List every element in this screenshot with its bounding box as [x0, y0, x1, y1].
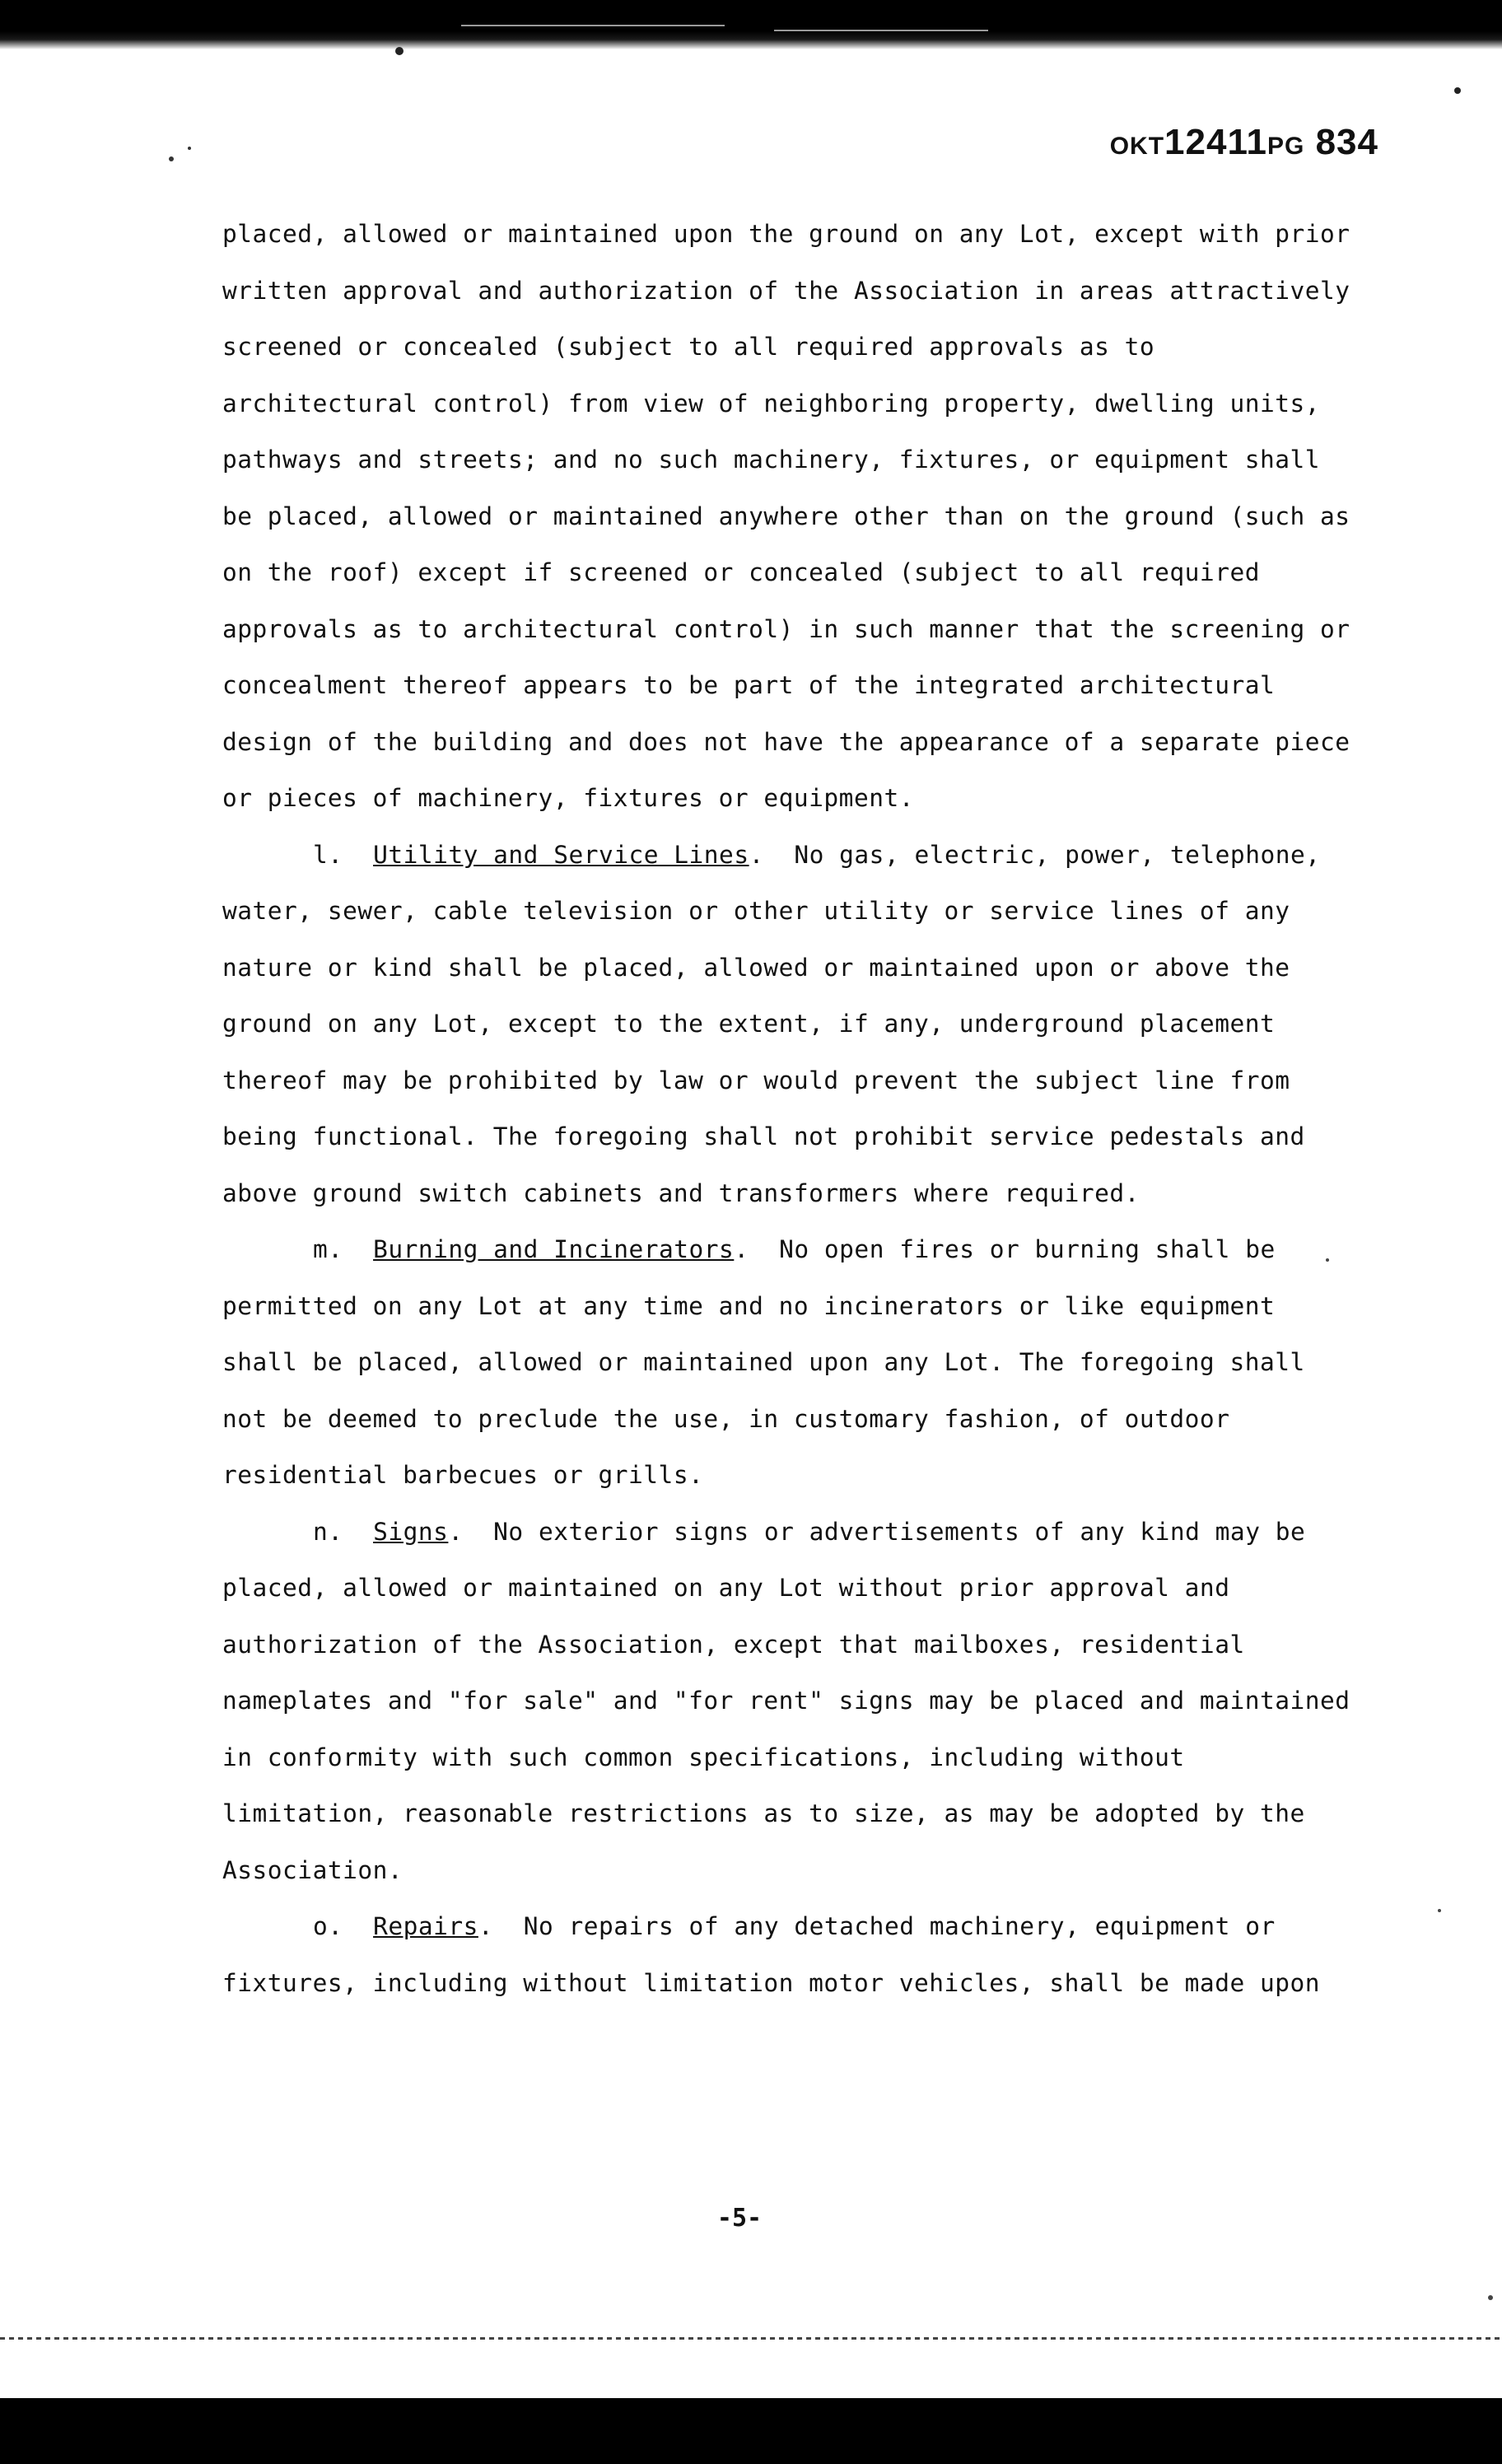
- section-letter: o.: [313, 1912, 343, 1940]
- section-text: No exterior signs or advertisements of any kind may be placed, allowed or maintained on any Lot without prior approval and authorization of the Association, except that mailboxes, residential nameplates and "for sale" and "for rent" signs may be placed and maintained in conformity with such common specifications, including without limitation, reasonable restrictions as to size, as may be adopted by the Association.: [222, 1517, 1350, 1884]
- section-burning-incinerators: m. Burning and Incinerators. No open fires or burning shall be permitted on any Lot at any time and no incinerators or like equipment shall be placed, allowed or maintained upon any Lot. The foregoing shall not be deemed to preclude the use, in customary fashion, of outdoor residential barbecues or grills.: [222, 1235, 1305, 1489]
- opening-paragraph: placed, allowed or maintained upon the ground on any Lot, except with prior written approval and authorization of the Association in areas attractively screened or concealed (subject to all required approvals as to architectural control) from view of neighboring property, dwelling units, pathways and streets; and no such machinery, fixtures, or equipment shall be placed, allowed or maintained anywhere other than on the ground (such as on the roof) except if screened or concealed (subject to all required approvals as to architectural control) in such manner that the screening or concealment thereof appears to be part of the integrated architectural design of the building and does not have the appearance of a separate piece or pieces of machinery, fixtures or equipment.: [222, 220, 1350, 812]
- section-text: No open fires or burning shall be permitted on any Lot at any time and no incinerators or like equipment shall be placed, allowed or maintained upon any Lot. The foregoing shall not be deemed to preclude the use, in customary fashion, of outdoor residential barbecues or grills.: [222, 1235, 1305, 1489]
- section-signs: n. Signs. No exterior signs or advertisements of any kind may be placed, allowed or maintained on any Lot without prior approval and authorization of the Association, except that mailboxes, residential nameplates and "for sale" and "for rent" signs may be placed and maintained in conformity with such common specifications, including without limitation, reasonable restrictions as to size, as may be adopted by the Association.: [222, 1517, 1350, 1884]
- page-number: -5-: [716, 2204, 763, 2233]
- reference-prefix: OKT: [1109, 133, 1165, 160]
- section-repairs: o. Repairs. No repairs of any detached machinery, equipment or fixtures, including without limitation motor vehicles, shall be made upon: [222, 1912, 1321, 1997]
- reference-book: 12411: [1164, 122, 1267, 162]
- section-letter: n.: [313, 1517, 343, 1546]
- section-letter: m.: [313, 1235, 343, 1263]
- section-utility-lines: l. Utility and Service Lines. No gas, electric, power, telephone, water, sewer, cable television or other utility or service lines of any nature or kind shall be placed, allowed or maintained upon or above the ground on any Lot, except to the extent, if any, underground placement thereof may be prohibited by law or would prevent the subject line from being functional. The foregoing shall not prohibit service pedestals and above ground switch cabinets and transformers where required.: [222, 840, 1321, 1207]
- section-title: Signs: [373, 1517, 449, 1546]
- section-text: No gas, electric, power, telephone, water, sewer, cable television or other utility or service lines of any nature or kind shall be placed, allowed or maintained upon or above the ground on any Lot, except to the extent, if any, underground placement thereof may be prohibited by law or would prevent the subject line from being functional. The foregoing shall not prohibit service pedestals and above ground switch cabinets and transformers where required.: [222, 840, 1321, 1207]
- reference-pg-label: PG: [1266, 133, 1305, 160]
- section-title: Burning and Incinerators: [373, 1235, 735, 1263]
- section-text: No repairs of any detached machinery, equipment or fixtures, including without limitation motor vehicles, shall be made upon: [222, 1912, 1321, 1997]
- section-title: Utility and Service Lines: [373, 840, 749, 869]
- reference-page: 834: [1315, 122, 1378, 162]
- section-letter: l.: [313, 840, 343, 869]
- section-title: Repairs: [373, 1912, 478, 1940]
